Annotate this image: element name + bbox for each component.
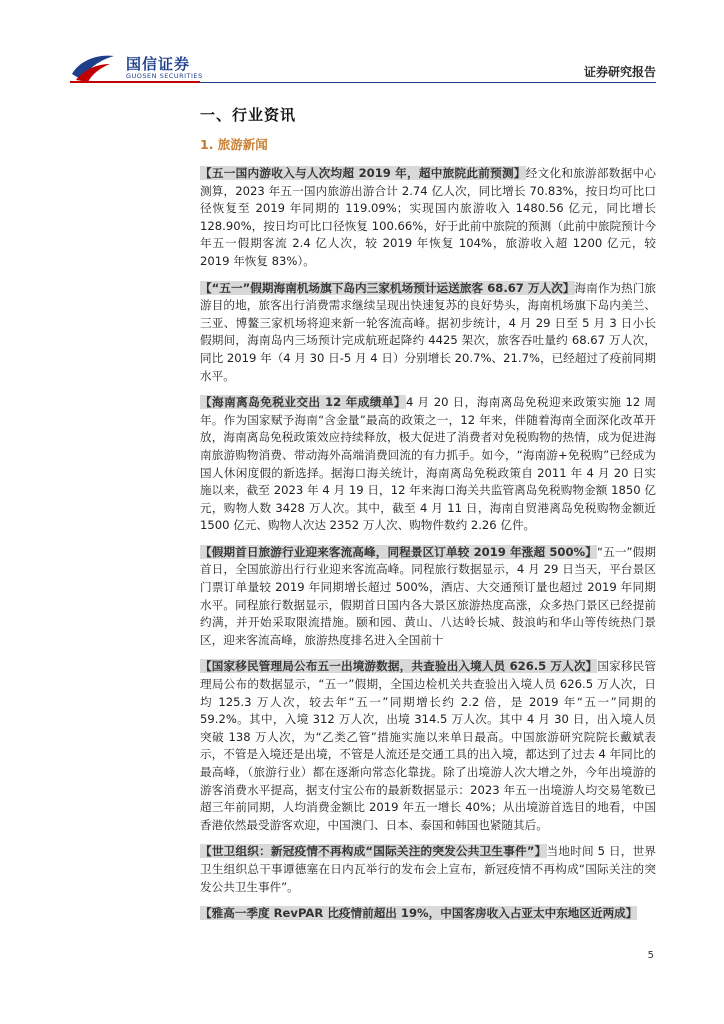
news-item [200, 394, 656, 535]
news-item [200, 280, 656, 386]
news-headline: 【世卫组织：新冠疫情不再构成“国际关注的突发公共卫生事件”】 [200, 844, 547, 859]
brand-name-en: GUOSEN SECURITIES [126, 72, 203, 80]
news-headline: 【假期首日旅游行业迎来客流高峰，同程景区订单较 2019 年涨超 500%】 [200, 544, 597, 559]
header-accent-rule [70, 81, 200, 83]
main-content [200, 100, 656, 932]
news-item [200, 544, 656, 650]
page-header [0, 0, 724, 90]
news-headline: 【雅高一季度 RevPAR 比疫情前超出 19%，中国客房收入占亚太中东地区近两成】 [200, 906, 638, 921]
news-item [200, 165, 656, 271]
news-item [200, 843, 656, 896]
news-item [200, 905, 656, 923]
section-title: 一、行业资讯 [200, 106, 297, 124]
news-headline: 【国家移民管理局公布五一出境游数据，共查验出入境人员 626.5 万人次】 [200, 659, 598, 674]
report-type-label: 证券研究报告 [583, 65, 656, 79]
brand-name-cn: 国信证券 [126, 55, 191, 73]
news-headline: 【“五一”假期海南机场旗下岛内三家机场预计运送旅客 68.67 万人次】 [200, 280, 575, 295]
subsection-title: 1. 旅游新闻 [200, 137, 268, 152]
news-headline: 【海南离岛免税业交出 12 年成绩单】 [200, 395, 406, 410]
news-item [200, 658, 656, 834]
news-body: 海南作为热门旅游目的地，旅客出行消费需求继续呈现出快速复苏的良好势头，海南机场旗下岛内美兰、三亚、博鳌三家机场将迎来新一轮客流高峰。据初步统计，4 月 29 日至 5 月 3 日小长假期间，海南岛内三场预计完成航班起降约 4425 架次，旅客吞吐量约 68.67 万人次，同比 2019 年（4 月 30 日-5 月 4 日）分别增长 20.7%、21.7%，已经超过了疫前同期水平。 [200, 280, 656, 383]
news-body: “五一”假期首日，全国旅游出行行业迎来客流高峰。同程旅行数据显示，4 月 29 日当天，平台景区门票订单量较 2019 年同期增长超过 500%，酒店、大交通预订量也超过 2019 年同期水平。同程旅行数据显示，假期首日国内各大景区旅游热度高涨，众多热门景区已经提前约满，并开始采取限流措施。颐和园、黄山、八达岭长城、鼓浪屿和华山等传统热门景区，迎来客流高峰，旅游热度排名进入全国前十 [200, 544, 656, 647]
news-body: 国家移民管理局公布的数据显示，“五一”假期，全国边检机关共查验出入境人员 626.5 万人次，日均 125.3 万人次，较去年“五一”同期增长约 2.2 倍，是 2019 年“五一”同期的 59.2%。其中，入境 312 万人次，出境 314.5 万人次。其中 4 月 30 日，出入境人员突破 138 万人次，为“乙类乙管”措施实施以来单日最高。中国旅游研究院院长戴斌表示，不管是入境还是出境，不管是人流还是交通工具的出入境，都达到了过去 4 年同比的最高峰，（旅游行业）都在逐渐向常态化靠拢。除了出境游人次大增之外，今年出境游的游客消费水平提高，据支付宝公布的最新数据显示：2023 年五一出境游人均交易笔数已超三年前同期，人均消费金额比 2019 年五一增长 40%；从出境游首选目的地看，中国香港依然最受游客欢迎，中国澳门、日本、泰国和韩国也紧随其后。 [200, 659, 656, 832]
header-rule [200, 82, 656, 83]
news-body: 经文化和旅游部数据中心测算，2023 年五一国内旅游出游合计 2.74 亿人次，同比增长 70.83%，按日均可比口径恢复至 2019 年同期的 119.09%；实现国内旅游收入 1480.56 亿元，同比增长 128.90%，按日均可比口径恢复 100.66%，好于此前中旅院的预测（此前中旅院预计今年五一假期客流 2.4 亿人次，较 2019 年恢复 104%，旅游收入超 1200 亿元，较 2019 年恢复 83%）。 [200, 166, 656, 268]
news-body: 4 月 20 日，海南离岛免税迎来政策实施 12 周年。作为国家赋予海南“含金量”最高的政策之一，12 年来，伴随着海南全面深化改革开放，海南离岛免税政策效应持续释放，极大促进了消费者对免税购物的热情，成为促进海南旅游购物消费、带动海外高端消费回流的有力抓手。如今，“海南游+免税购”已经成为国人休闲度假的新选择。据海口海关统计，海南离岛免税政策自 2011 年 4 月 20 日实施以来，截至 2023 年 4 月 19 日，12 年来海口海关共监管离岛免税购物金额 1850 亿元，购物人数 3428 万人次。其中，截至 4 月 11 日，海南自贸港离岛免税购物金额近 1500 亿元、购物人次达 2352 万人次、购物件数约 2.26 亿件。 [200, 395, 657, 533]
guosen-logo-icon [70, 50, 116, 84]
page-number: 5 [647, 950, 654, 961]
news-body: 当地时间 5 日，世界卫生组织总干事谭德塞在日内瓦举行的发布会上宣布，新冠疫情不再构成“国际关注的突发公共卫生事件”。 [200, 844, 657, 894]
news-headline: 【五一国内游收入与人次均超 2019 年，超中旅院此前预测】 [200, 166, 526, 180]
